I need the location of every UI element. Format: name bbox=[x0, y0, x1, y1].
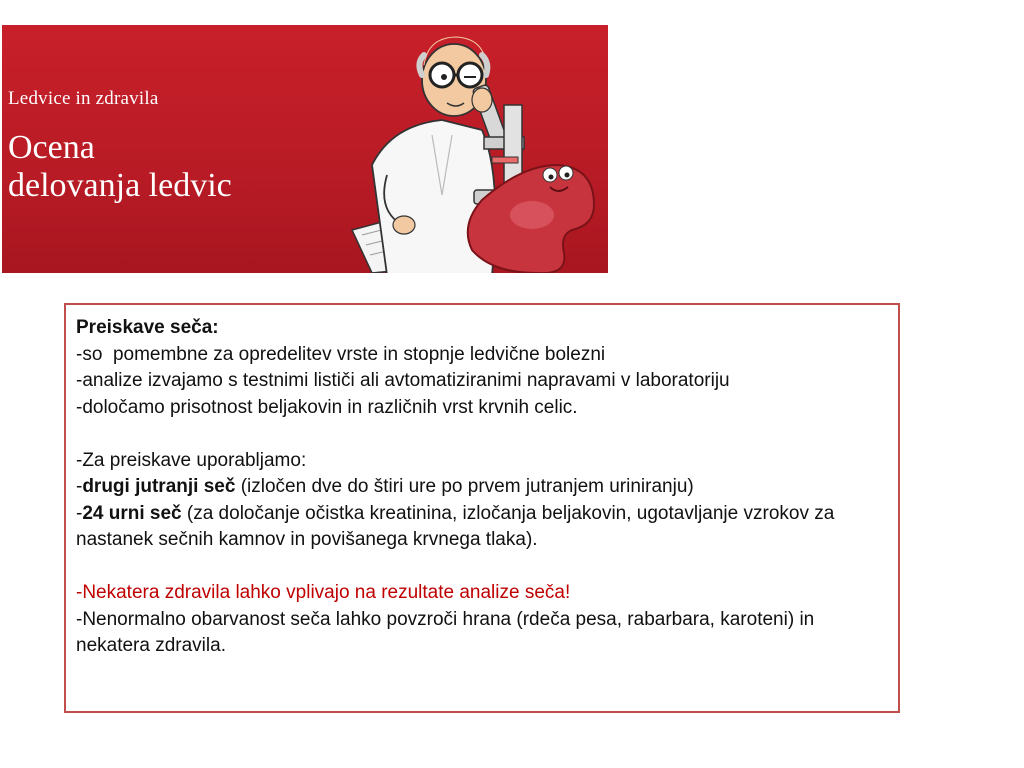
content-line-2: -analize izvajamo s testnimi lističi ali avtomatiziranimi napravami v laboratoriju bbox=[76, 370, 730, 391]
spacer bbox=[76, 421, 888, 448]
content-box bbox=[64, 303, 900, 713]
content-line-3: -določamo prisotnost beljakovin in različnih vrst krvnih celic. bbox=[76, 396, 578, 418]
banner-title bbox=[8, 129, 232, 205]
content-heading: Preiskave seča: bbox=[76, 317, 219, 338]
doctor-microscope-kidney-illustration bbox=[332, 25, 608, 273]
banner-subtitle: Ledvice in zdravila bbox=[8, 88, 159, 109]
banner-title-line-2: delovanja ledvic bbox=[8, 167, 232, 204]
warning-text: -Nekatera zdravila lahko vplivajo na rezultate analize seča! bbox=[76, 582, 571, 603]
content-line-1: -so pomembne za opredelitev vrste in stopnje ledvične bolezni bbox=[76, 343, 606, 365]
list-item-24h-urine: -24 urni seč (za določanje očistka kreatinina, izločanja beljakovin, ugotavljanje vzrokov za nastanek sečnih kamnov in povišanega krvnega tlaka). bbox=[76, 502, 840, 550]
spacer bbox=[76, 554, 888, 581]
content-line-4: -Za preiskave uporabljamo: bbox=[76, 449, 307, 471]
content-line-5: -Nenormalno obarvanost seča lahko povzroči hrana (rdeča pesa, rabarbara, karoteni) in nekatera zdravila. bbox=[76, 608, 820, 656]
list-item-morning-urine: -drugi jutranji seč (izločen dve do štiri ure po prvem jutranjem uriniranju) bbox=[76, 476, 694, 497]
header-banner bbox=[2, 25, 608, 273]
banner-title-line-1: Ocena bbox=[8, 129, 95, 166]
